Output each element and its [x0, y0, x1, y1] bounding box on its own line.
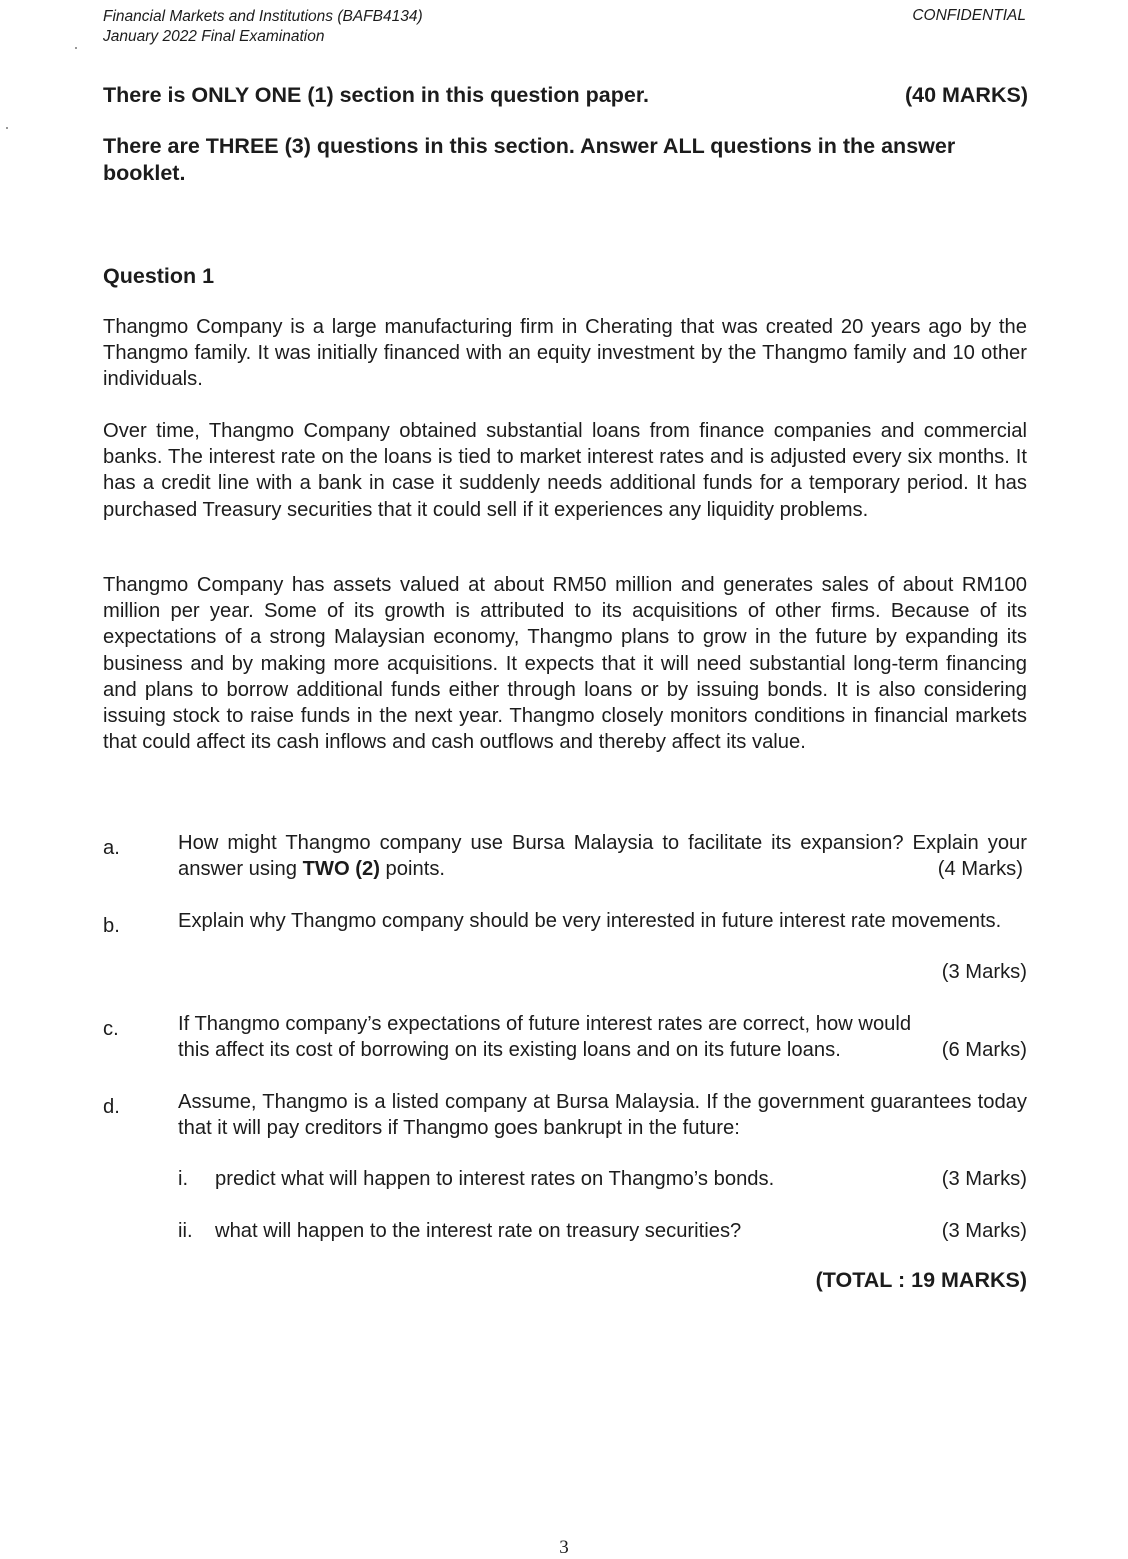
- sub-item-number: i.: [178, 1168, 189, 1190]
- section-instruction: [103, 82, 1028, 109]
- page-header-left: [103, 7, 423, 47]
- total-marks: (TOTAL : 19 MARKS): [815, 1268, 1027, 1292]
- case-paragraph: Thangmo Company is a large manufacturing firm in Cherating that was created 20 years ago by the Thangmo family. It was initially financed with an equity investment by the Thangmo family and 10 other individuals.: [103, 316, 1027, 391]
- question-item-d: [103, 1089, 1027, 1149]
- item-letter: c.: [103, 1018, 119, 1040]
- question-item-b: [103, 908, 1027, 988]
- item-text: Assume, Thangmo is a listed company at Bursa Malaysia. If the government guarantees today that it will pay creditors if Thangmo goes bankrupt in the future:: [178, 1091, 1027, 1140]
- sub-item-text: predict what will happen to interest rates on Thangmo’s bonds.: [215, 1168, 775, 1190]
- question-item-a: [103, 830, 1027, 890]
- sub-item-text: what will happen to the interest rate on treasury securities?: [215, 1220, 742, 1242]
- sub-question-i: [178, 1166, 1027, 1196]
- scan-speck: [6, 127, 8, 129]
- questions-instruction: There are THREE (3) questions in this section. Answer ALL questions in the answer booklet.: [103, 134, 956, 185]
- section-instruction-text: There is ONLY ONE (1) section in this question paper.: [103, 83, 649, 107]
- case-paragraph: Thangmo Company has assets valued at about RM50 million and generates sales of about RM100 million per year. Some of its growth is attributed to its acquisitions of other firms. Because of its expectations of a strong Malaysian economy, Thangmo plans to grow in the future by expanding its business and by making more acquisitions. It expects that it will need substantial long-term financing and plans to borrow additional funds either through loans or by issuing bonds. It is also considering issuing stock to raise funds in the next year. Thangmo closely monitors conditions in financial markets that could affect its cash inflows and cash outflows and thereby affect its value.: [103, 574, 1027, 754]
- item-text: [178, 830, 1027, 882]
- item-letter: d.: [103, 1096, 120, 1118]
- page-number: 3: [559, 1537, 569, 1558]
- scan-speck: [75, 47, 77, 49]
- item-text: If Thangmo company’s expectations of future interest rates are correct, how would this affect its cost of borrowing on its existing loans and on its future loans.: [178, 1013, 912, 1062]
- item-letter: b.: [103, 915, 120, 937]
- item-text-part: points.: [379, 858, 446, 881]
- sub-item-marks: (3 Marks): [941, 1168, 1027, 1190]
- case-paragraph: Over time, Thangmo Company obtained substantial loans from finance companies and commercial banks. The interest rate on the loans is tied to market interest rates and is adjusted every six months. It has a credit line with a bank in case it suddenly needs additional funds for a temporary period. It has purchased Treasury securities that it could sell if it experiences any liquidity problems.: [103, 420, 1027, 521]
- sub-item-marks: (3 Marks): [941, 1220, 1027, 1242]
- question-title: Question 1: [103, 264, 215, 288]
- item-text-bold: TWO (2): [302, 858, 380, 881]
- item-marks: (3 Marks): [941, 961, 1027, 983]
- item-letter: a.: [103, 837, 120, 859]
- section-marks: (40 MARKS): [904, 83, 1028, 107]
- item-text-part: How might Thangmo company use Bursa Malaysia to facilitate its expansion? Explain your answer using: [178, 832, 1027, 881]
- course-title: Financial Markets and Institutions (BAFB4134): [103, 8, 423, 25]
- item-marks: (6 Marks): [941, 1039, 1027, 1061]
- item-text: Explain why Thangmo company should be very interested in future interest rate movements.: [178, 910, 1002, 932]
- sub-question-ii: [178, 1218, 1027, 1248]
- question-item-c: [103, 1011, 1027, 1071]
- item-marks: (4 Marks): [937, 858, 1023, 880]
- confidential-label: CONFIDENTIAL: [912, 7, 1026, 24]
- sub-item-number: ii.: [178, 1220, 193, 1242]
- exam-session: January 2022 Final Examination: [103, 28, 325, 45]
